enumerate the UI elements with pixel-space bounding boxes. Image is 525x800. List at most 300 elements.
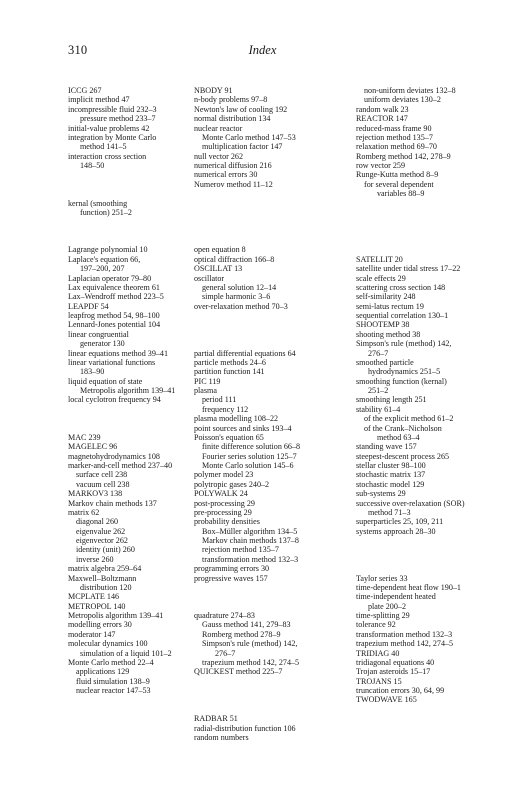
index-spacer: [194, 189, 329, 198]
index-entry-line: Fourier series solution 125–7: [202, 451, 297, 461]
index-entry: [194, 377, 329, 386]
index-entry-line: general solution 12–14: [202, 282, 277, 292]
index-entry: [194, 714, 329, 723]
index-subentry: [194, 639, 329, 658]
index-subentry: [194, 555, 329, 564]
index-entry: [194, 489, 329, 498]
index-entry: [356, 583, 491, 592]
index-entry-line: implicit method 47: [68, 95, 130, 105]
index-entry: [356, 686, 491, 695]
index-entry-line: ICCG 267: [68, 86, 102, 95]
index-entry-line: trapezium method 142, 274–5: [202, 657, 300, 667]
index-entry: [194, 386, 329, 395]
index-subentry: [194, 630, 329, 639]
index-entry: [68, 620, 193, 629]
index-entry: [194, 611, 329, 620]
index-subentry: [356, 180, 491, 199]
index-entry-line: Taylor series 33: [356, 573, 408, 583]
index-spacer: [194, 583, 329, 592]
index-entry-line: marker-and-cell method 237–40: [68, 461, 173, 470]
index-entry: [356, 395, 491, 404]
index-subentry: [68, 536, 193, 545]
index-entry: [194, 480, 329, 489]
index-entry: [68, 124, 193, 133]
index-entry-line: point sources and sinks 193–4: [194, 423, 292, 433]
index-entry-line: uniform deviates 130–2: [364, 95, 441, 105]
index-spacer: [194, 602, 329, 611]
index-subentry: [68, 527, 193, 536]
index-entry-line: MCPLATE 146: [68, 592, 120, 602]
index-entry-line: for several dependent: [364, 179, 434, 189]
index-entry-line: trapezium method 142, 274–5: [356, 639, 454, 649]
index-entry-line: QUICKEST method 225–7: [194, 667, 283, 677]
index-spacer: [68, 217, 193, 226]
index-entry: [68, 199, 193, 218]
index-entry-line: tolerance 92: [356, 620, 396, 630]
index-entry-line: 183–90: [80, 367, 105, 377]
index-column-1: [68, 86, 193, 695]
index-entry-line: smoothing function (kernal): [356, 376, 447, 386]
index-subentry: [68, 667, 193, 676]
index-entry: [194, 733, 329, 742]
index-entry: [356, 311, 491, 320]
index-entry-line: 148–50: [80, 161, 105, 170]
index-subentry: [194, 545, 329, 554]
index-entry: [356, 302, 491, 311]
index-entry: [194, 724, 329, 733]
index-subentry: [194, 292, 329, 301]
index-entry: [356, 161, 491, 170]
index-entry: [68, 255, 193, 274]
index-subentry: [356, 424, 491, 443]
index-spacer: [356, 555, 491, 564]
index-spacer: [194, 217, 329, 226]
running-header-title: Index: [248, 43, 277, 57]
index-entry-line: simple harmonic 3–6: [202, 292, 271, 302]
index-entry-line: function) 251–2: [80, 207, 132, 217]
index-entry-line: 276–7: [368, 348, 389, 358]
index-entry-line: rejection method 135–7: [202, 545, 279, 555]
index-entry: [68, 245, 193, 254]
index-entry: [68, 86, 193, 95]
index-entry-line: 197–200, 207: [80, 264, 125, 274]
index-entry-line: polytropic gases 240–2: [194, 479, 270, 489]
index-spacer: [194, 311, 329, 320]
index-subentry: [194, 461, 329, 470]
index-entry: [356, 114, 491, 123]
index-entry-line: nuclear reactor: [194, 123, 243, 133]
index-entry-line: numerical diffusion 216: [194, 161, 272, 170]
index-entry: [68, 658, 193, 667]
index-entry: [68, 630, 193, 639]
index-entry: [356, 358, 491, 377]
index-entry-line: Laplacian operator 79–80: [68, 273, 152, 283]
index-entry: [194, 667, 329, 676]
index-entry-line: Markov chain methods 137: [68, 498, 157, 508]
index-entry-line: semi-latus rectum 19: [356, 301, 424, 311]
index-subentry: [356, 86, 491, 95]
index-entry: [356, 377, 491, 396]
index-entry: [356, 124, 491, 133]
index-entry-line: time-independent heated: [356, 592, 436, 602]
index-entry-line: SATELLIT 20: [356, 254, 403, 264]
index-spacer: [356, 199, 491, 208]
index-entry: [194, 114, 329, 123]
index-entry-line: local cyclotron frequency 94: [68, 395, 161, 405]
index-entry: [356, 630, 491, 639]
index-entry-line: Trojan asteroids 15–17: [356, 667, 431, 677]
index-entry-line: linear equations method 39–41: [68, 348, 169, 358]
index-entry-line: relaxation method 69–70: [356, 142, 437, 152]
index-entry-line: PIC 119: [194, 376, 221, 386]
index-entry-line: probability densities: [194, 517, 260, 527]
index-entry-line: partial differential equations 64: [194, 348, 296, 358]
index-entry-line: progressive waves 157: [194, 573, 268, 583]
index-entry-line: MAGELEC 96: [68, 442, 118, 452]
index-entry: [68, 508, 193, 517]
index-entry-line: plasma modelling 108–22: [194, 414, 279, 424]
index-entry-line: non-uniform deviates 132–8: [364, 86, 456, 95]
index-entry-line: TROJANS 15: [356, 676, 402, 686]
index-entry-line: superparticles 25, 109, 211: [356, 517, 444, 527]
index-entry-line: matrix 62: [68, 507, 100, 517]
index-entry: [68, 564, 193, 573]
index-spacer: [68, 414, 193, 423]
index-entry-line: Poisson's equation 65: [194, 432, 264, 442]
index-entry-line: initial-value problems 42: [68, 123, 150, 133]
index-entry-line: systems approach 28–30: [356, 526, 436, 536]
index-spacer: [68, 189, 193, 198]
index-entry-line: MAC 239: [68, 432, 101, 442]
index-entry: [194, 152, 329, 161]
index-entry: [194, 86, 329, 95]
index-entry-line: plasma: [194, 386, 217, 395]
index-entry-line: Romberg method 278–9: [202, 629, 281, 639]
index-entry-line: generator 130: [80, 339, 125, 349]
index-entry-line: surface cell 238: [76, 470, 128, 480]
index-entry: [356, 152, 491, 161]
index-entry-line: distribution 120: [80, 582, 132, 592]
index-entry-line: self-similarity 248: [356, 292, 416, 302]
index-entry-line: linear congruential: [68, 329, 129, 339]
index-entry: [194, 424, 329, 433]
index-entry-line: Numerov method 11–12: [194, 179, 273, 189]
index-entry-line: smoothed particle: [356, 357, 414, 367]
index-entry: [194, 499, 329, 508]
index-subentry: [68, 470, 193, 479]
index-entry-line: MARKOV3 138: [68, 489, 123, 499]
index-entry: [68, 377, 193, 396]
index-entry-line: POLYWALK 24: [194, 489, 248, 499]
index-entry: [356, 667, 491, 676]
index-entry-line: diagonal 260: [76, 517, 119, 527]
index-entry: [68, 349, 193, 358]
index-spacer: [68, 236, 193, 245]
index-spacer: [356, 208, 491, 217]
index-subentry: [68, 480, 193, 489]
index-entry-line: incompressible fluid 232–3: [68, 104, 157, 114]
index-entry-line: rejection method 135–7: [356, 132, 433, 142]
index-entry-line: modelling errors 30: [68, 620, 132, 630]
index-entry: [356, 489, 491, 498]
index-entry: [68, 274, 193, 283]
index-entry-line: integration by Monte Carlo: [68, 132, 157, 142]
index-entry-line: stability 61–4: [356, 404, 401, 414]
index-entry-line: TRIDIAG 40: [356, 648, 400, 658]
index-entry-line: sub-systems 29: [356, 489, 406, 499]
index-entry-line: multiplication factor 147: [202, 142, 283, 152]
index-entry: [68, 133, 193, 152]
index-entry-line: moderator 147: [68, 629, 116, 639]
index-entry: [356, 170, 491, 179]
index-spacer: [68, 227, 193, 236]
index-entry: [356, 442, 491, 451]
index-spacer: [356, 245, 491, 254]
index-entry-line: random walk 23: [356, 104, 409, 114]
index-entry-line: numerical errors 30: [194, 170, 258, 180]
index-column-3: [356, 86, 491, 705]
index-entry: [68, 592, 193, 601]
index-entry-line: truncation errors 30, 64, 99: [356, 686, 445, 695]
index-entry-line: METROPOL 140: [68, 601, 126, 611]
index-entry-line: Maxwell–Boltzmann: [68, 573, 137, 583]
index-entry-line: Markov chain methods 137–8: [202, 536, 299, 545]
index-entry: [194, 367, 329, 376]
index-entry-line: programming errors 30: [194, 564, 270, 574]
index-entry: [356, 639, 491, 648]
index-spacer: [194, 677, 329, 686]
index-entry-line: radial-distribution function 106: [194, 723, 296, 733]
index-entry-line: stellar cluster 98–100: [356, 461, 426, 470]
index-entry-line: scale effects 29: [356, 273, 406, 283]
index-entry-line: steepest-descent process 265: [356, 451, 450, 461]
index-subentry: [194, 620, 329, 629]
index-spacer: [68, 405, 193, 414]
index-entry-line: hydrodynamics 251–5: [368, 367, 441, 377]
index-entry: [356, 620, 491, 629]
index-entry-line: satellite under tidal stress 17–22: [356, 264, 461, 274]
index-spacer: [194, 705, 329, 714]
index-entry-line: open equation 8: [194, 245, 246, 255]
index-entry: [68, 330, 193, 349]
index-entry: [356, 574, 491, 583]
index-entry-line: time-dependent heat flow 190–1: [356, 582, 461, 592]
index-entry: [356, 142, 491, 151]
index-entry-line: smoothing length 251: [356, 395, 427, 405]
index-entry-line: particle methods 24–6: [194, 357, 266, 367]
index-entry: [356, 264, 491, 273]
index-spacer: [194, 592, 329, 601]
index-entry-line: scattering cross section 148: [356, 282, 446, 292]
index-subentry: [194, 142, 329, 151]
index-entry-line: Simpson's rule (method) 142,: [356, 339, 452, 349]
index-subentry: [194, 405, 329, 414]
index-subentry: [194, 452, 329, 461]
index-entry: [194, 508, 329, 517]
index-entry-line: Metropolis algorithm 139–41: [80, 386, 176, 395]
index-entry: [356, 695, 491, 704]
index-entry-line: n-body problems 97–8: [194, 95, 268, 105]
index-subentry: [68, 517, 193, 526]
index-entry: [194, 274, 329, 283]
index-entry-line: nuclear reactor 147–53: [76, 686, 151, 695]
index-entry-line: 276–7: [215, 648, 236, 658]
index-entry: [68, 105, 193, 124]
index-subentry: [194, 395, 329, 404]
index-entry: [356, 255, 491, 264]
index-subentry: [194, 527, 329, 536]
index-entry: [68, 461, 193, 470]
index-spacer: [194, 686, 329, 695]
index-entry: [194, 349, 329, 358]
index-entry-line: pre-processing 29: [194, 507, 252, 517]
index-entry-line: over-relaxation method 70–3: [194, 301, 288, 311]
index-entry-line: oscillator: [194, 273, 225, 283]
index-entry-line: leapfrog method 54, 98–100: [68, 311, 160, 320]
index-entry-line: null vector 262: [194, 151, 244, 161]
index-entry-line: Lax–Wendroff method 223–5: [68, 292, 164, 302]
index-entry-line: quadrature 274–83: [194, 611, 255, 620]
index-entry: [194, 517, 329, 526]
index-entry-line: method 141–5: [80, 142, 127, 152]
index-subentry: [68, 545, 193, 554]
index-spacer: [356, 217, 491, 226]
index-entry-line: pressure method 233–7: [80, 114, 156, 124]
index-entry-line: SHOOTEMP 38: [356, 320, 410, 330]
index-entry-line: transformation method 132–3: [356, 629, 453, 639]
index-subentry: [356, 414, 491, 423]
index-entry-line: method 71–3: [368, 507, 411, 517]
index-entry: [194, 161, 329, 170]
index-entry: [68, 433, 193, 442]
index-entry: [356, 292, 491, 301]
index-entry-line: matrix algebra 259–64: [68, 564, 142, 574]
index-entry: [194, 433, 329, 442]
index-entry: [194, 124, 329, 133]
index-subentry: [68, 686, 193, 695]
index-spacer: [68, 170, 193, 179]
index-subentry: [194, 536, 329, 545]
index-entry-line: of the Crank–Nicholson: [364, 423, 442, 433]
index-entry: [68, 489, 193, 498]
index-entry: [356, 611, 491, 620]
index-spacer: [68, 424, 193, 433]
index-spacer: [356, 536, 491, 545]
index-entry-line: inverse 260: [76, 554, 114, 564]
index-entry-line: sequential correlation 130–1: [356, 311, 449, 320]
index-entry-line: applications 129: [76, 667, 130, 677]
index-subentry: [194, 133, 329, 142]
index-entry: [68, 292, 193, 301]
index-column-2: [194, 86, 329, 742]
index-entry: [68, 152, 193, 171]
index-entry: [194, 564, 329, 573]
index-entry-line: variables 88–9: [377, 189, 425, 199]
index-entry-line: Lax equivalence theorem 61: [68, 282, 160, 292]
index-entry: [356, 274, 491, 283]
index-entry-line: kernal (smoothing: [68, 198, 128, 208]
index-entry: [356, 461, 491, 470]
index-spacer: [194, 208, 329, 217]
index-entry: [68, 602, 193, 611]
index-spacer: [356, 545, 491, 554]
index-entry-line: Gauss method 141, 279–83: [202, 620, 291, 630]
index-entry-line: Monte Carlo method 147–53: [202, 132, 296, 142]
index-entry: [356, 105, 491, 114]
index-entry-line: simulation of a liquid 101–2: [80, 648, 172, 658]
index-entry: [194, 264, 329, 273]
index-entry-line: standing wave 157: [356, 442, 417, 452]
index-entry-line: LEAPDF 54: [68, 301, 109, 311]
index-entry-line: stochastic model 129: [356, 479, 425, 489]
index-entry: [356, 658, 491, 667]
index-entry-line: Lennard-Jones potential 104: [68, 320, 161, 330]
index-entry: [68, 320, 193, 329]
index-entry-line: Lagrange polynomial 10: [68, 245, 148, 255]
index-entry: [68, 639, 193, 658]
index-entry: [194, 170, 329, 179]
index-entry: [68, 574, 193, 593]
index-entry: [68, 499, 193, 508]
index-entry-line: polymer model 23: [194, 470, 254, 480]
index-spacer: [194, 236, 329, 245]
index-entry-line: magnetohydrodynamics 108: [68, 451, 160, 461]
index-entry: [68, 283, 193, 292]
index-spacer: [194, 330, 329, 339]
index-spacer: [68, 180, 193, 189]
index-entry-line: eigenvalue 262: [76, 526, 126, 536]
index-entry: [194, 302, 329, 311]
index-entry: [194, 255, 329, 264]
index-entry-line: post-processing 29: [194, 498, 255, 508]
index-entry-line: RADBAR 51: [194, 714, 238, 724]
index-subentry: [68, 555, 193, 564]
index-entry-line: liquid equation of state: [68, 376, 143, 386]
index-entry-line: Laplace's equation 66,: [68, 254, 141, 264]
index-subentry: [194, 283, 329, 292]
index-entry-line: REACTOR 147: [356, 114, 408, 124]
index-entry-line: of the explicit method 61–2: [364, 414, 454, 424]
index-entry: [68, 442, 193, 451]
index-entry-line: Newton's law of cooling 192: [194, 104, 288, 114]
index-spacer: [194, 695, 329, 704]
index-spacer: [356, 227, 491, 236]
index-entry-line: method 63–4: [377, 432, 420, 442]
index-entry: [356, 517, 491, 526]
index-entry-line: plate 200–2: [368, 601, 406, 611]
index-subentry: [68, 677, 193, 686]
index-entry-line: partition function 141: [194, 367, 265, 377]
index-entry: [68, 358, 193, 377]
index-spacer: [194, 320, 329, 329]
index-entry: [356, 330, 491, 339]
index-spacer: [356, 236, 491, 245]
index-spacer: [194, 227, 329, 236]
index-entry-line: stochastic matrix 137: [356, 470, 426, 480]
index-entry-line: finite difference solution 66–8: [202, 442, 301, 452]
index-spacer: [194, 339, 329, 348]
index-entry-line: Runge-Kutta method 8–9: [356, 170, 439, 180]
index-entry: [356, 499, 491, 518]
index-entry-line: random numbers: [194, 732, 249, 742]
index-entry: [194, 180, 329, 189]
index-entry-line: transformation method 132–3: [202, 554, 299, 564]
index-entry: [68, 611, 193, 620]
index-entry: [356, 320, 491, 329]
index-entry-line: vacuum cell 238: [76, 479, 130, 489]
index-subentry: [194, 658, 329, 667]
index-entry: [194, 105, 329, 114]
